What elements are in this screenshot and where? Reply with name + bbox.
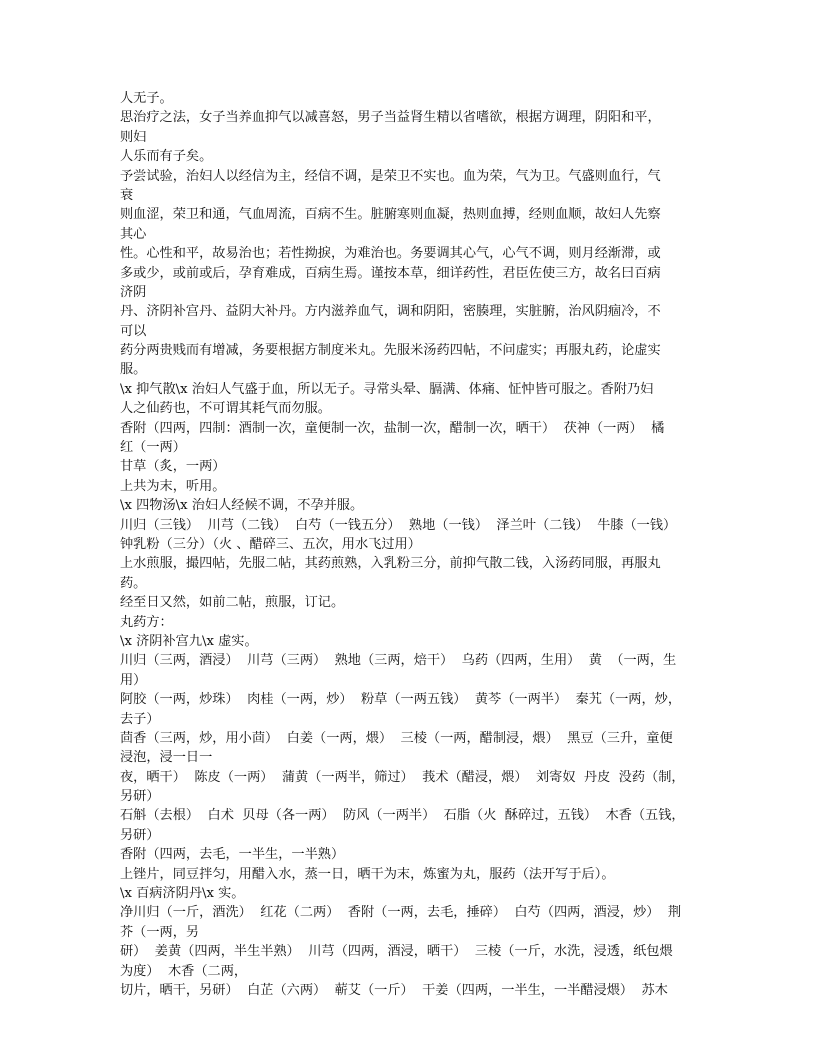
- text-line: 予尝试验，治妇人以经信为主，经信不调，是荣卫不实也。血为荣，气为卫。气盛则血行，气: [120, 168, 661, 184]
- text-line: \x 抑气散\x 治妇人气盛于血，所以无子。寻常头晕、膈满、体痛、怔忡皆可服之。香附乃妇: [120, 381, 654, 397]
- text-line: 去子）: [120, 711, 160, 727]
- text-line: 其心: [120, 226, 147, 242]
- text-line: 则妇: [120, 129, 147, 145]
- text-line: 阿胶（一两，炒珠） 肉桂（一两，炒） 粉草（一两五钱） 黄芩（一两半） 秦艽（一两，炒，: [120, 692, 682, 708]
- text-line: 红（一两）: [120, 440, 186, 456]
- text-line: 多或少，或前或后，孕育难成，百病生焉。谨按本草，细详药性，君臣佐使三方，故名曰百病: [120, 265, 661, 281]
- text-line: 人之仙药也，不可谓其耗气而勿服。: [120, 401, 331, 417]
- text-line: 人无子。: [120, 91, 173, 106]
- text-line: 药分两贵贱而有增减，务要根据方制度米丸。先服米汤药四帖，不问虚实；再服丸药，论虚实: [120, 343, 661, 359]
- text-line: 川归（三两，酒浸） 川芎（三两） 熟地（三两，焙干） 乌药（四两，生用） 黄 （一两，生: [120, 653, 677, 669]
- text-line: 思治疗之法，女子当养血抑气以减喜怒，男子当益肾生精以省嗜欲，根据方调理，阴阳和平，: [120, 110, 661, 126]
- text-line: 甘草（炙，一两）: [120, 459, 226, 475]
- text-line: 净川归（一斤，酒洗） 红花（二两） 香附（一两，去毛，捶碎） 白芍（四两，酒浸，炒） 荆: [120, 905, 682, 921]
- text-line: 性。心性和平，故易治也；若性拗捩，为难治也。务要调其心气，心气不调，则月经渐滞，或: [120, 246, 661, 262]
- text-line: 浸泡，浸一日一: [120, 750, 213, 766]
- text-line: 另研）: [120, 789, 160, 805]
- text-line: 芥（一两，另: [120, 924, 200, 940]
- text-line: 则血涩，荣卫和通，气血周流，百病不生。脏腑寒则血凝，热则血搏，经则血顺，故妇人先察: [120, 207, 661, 223]
- text-line: 为度） 木香（二两，: [120, 963, 248, 979]
- text-line: 茴香（三两，炒，用小茴） 白姜（一两，煨） 三棱（一两，醋制浸，煨） 黑豆（三升，童便: [120, 730, 673, 746]
- text-line: 香附（四两，四制：酒制一次，童便制一次，盐制一次，醋制一次，晒干） 茯神（一两） 橘: [120, 420, 665, 436]
- text-line: 丹、济阴补宫丹、益阴大补丹。方内滋养血气，调和阴阳，密腠理，实脏腑，治风阴痼冷，不: [120, 304, 661, 320]
- text-line: 上水煎服，撮四帖，先服二帖，其药煎熟，入乳粉三分，前抑气散二钱，入汤药同服，再服丸: [120, 556, 661, 572]
- text-line: 服。: [120, 362, 147, 378]
- text-line: 丸药方：: [120, 614, 173, 630]
- text-line: 切片，晒干，另研） 白芷（六两） 蕲艾（一斤） 干姜（四两，一半生，一半醋浸煨） 苏木: [120, 982, 668, 998]
- text-line: 钟乳粉（三分）（火 、醋碎三、五次，用水飞过用）: [120, 536, 421, 552]
- text-line: \x 济阴补宫九\x 虚实。: [120, 633, 258, 649]
- text-line: \x 四物汤\x 治妇人经候不调，不孕并服。: [120, 498, 364, 514]
- text-line: 上锉片，同豆拌匀，用醋入水，蒸一日，晒干为末，炼蜜为丸，服药（法开写于后）。: [120, 866, 615, 882]
- text-line: 上共为末，听用。: [120, 478, 226, 494]
- text-line: 夜，晒干） 陈皮（一两） 蒲黄（一两半，筛过） 莪术（醋浸，煨） 刘寄奴 丹皮 没药（制，: [120, 769, 685, 785]
- document-body: [120, 89, 700, 1000]
- text-line: 石斛（去根） 白术 贝母（各一两） 防风（一两半） 石脂（火 酥碎过，五钱） 木香（五钱，: [120, 808, 685, 824]
- text-line: 川归（三钱） 川芎（二钱） 白芍（一钱五分） 熟地（一钱） 泽兰叶（二钱） 牛膝（一钱）: [120, 517, 677, 533]
- text-line: 另研）: [120, 827, 160, 843]
- text-line: 济阴: [120, 284, 147, 300]
- text-line: 经至日又然，如前二帖，煎服，订记。: [120, 595, 345, 611]
- text-line: 药。: [120, 575, 147, 591]
- text-line: 研） 姜黄（四两，半生半熟） 川芎（四两，酒浸，晒干） 三棱（一斤，水洗，浸透，纸包煨: [120, 944, 673, 960]
- text-line: \x 百病济阴丹\x 实。: [120, 886, 245, 902]
- text-line: 衰: [120, 187, 134, 203]
- text-line: 人乐而有子矣。: [120, 149, 213, 165]
- text-line: 香附（四两，去毛，一半生，一半熟）: [120, 847, 345, 863]
- text-line: 用）: [120, 672, 147, 688]
- text-line: 可以: [120, 323, 147, 339]
